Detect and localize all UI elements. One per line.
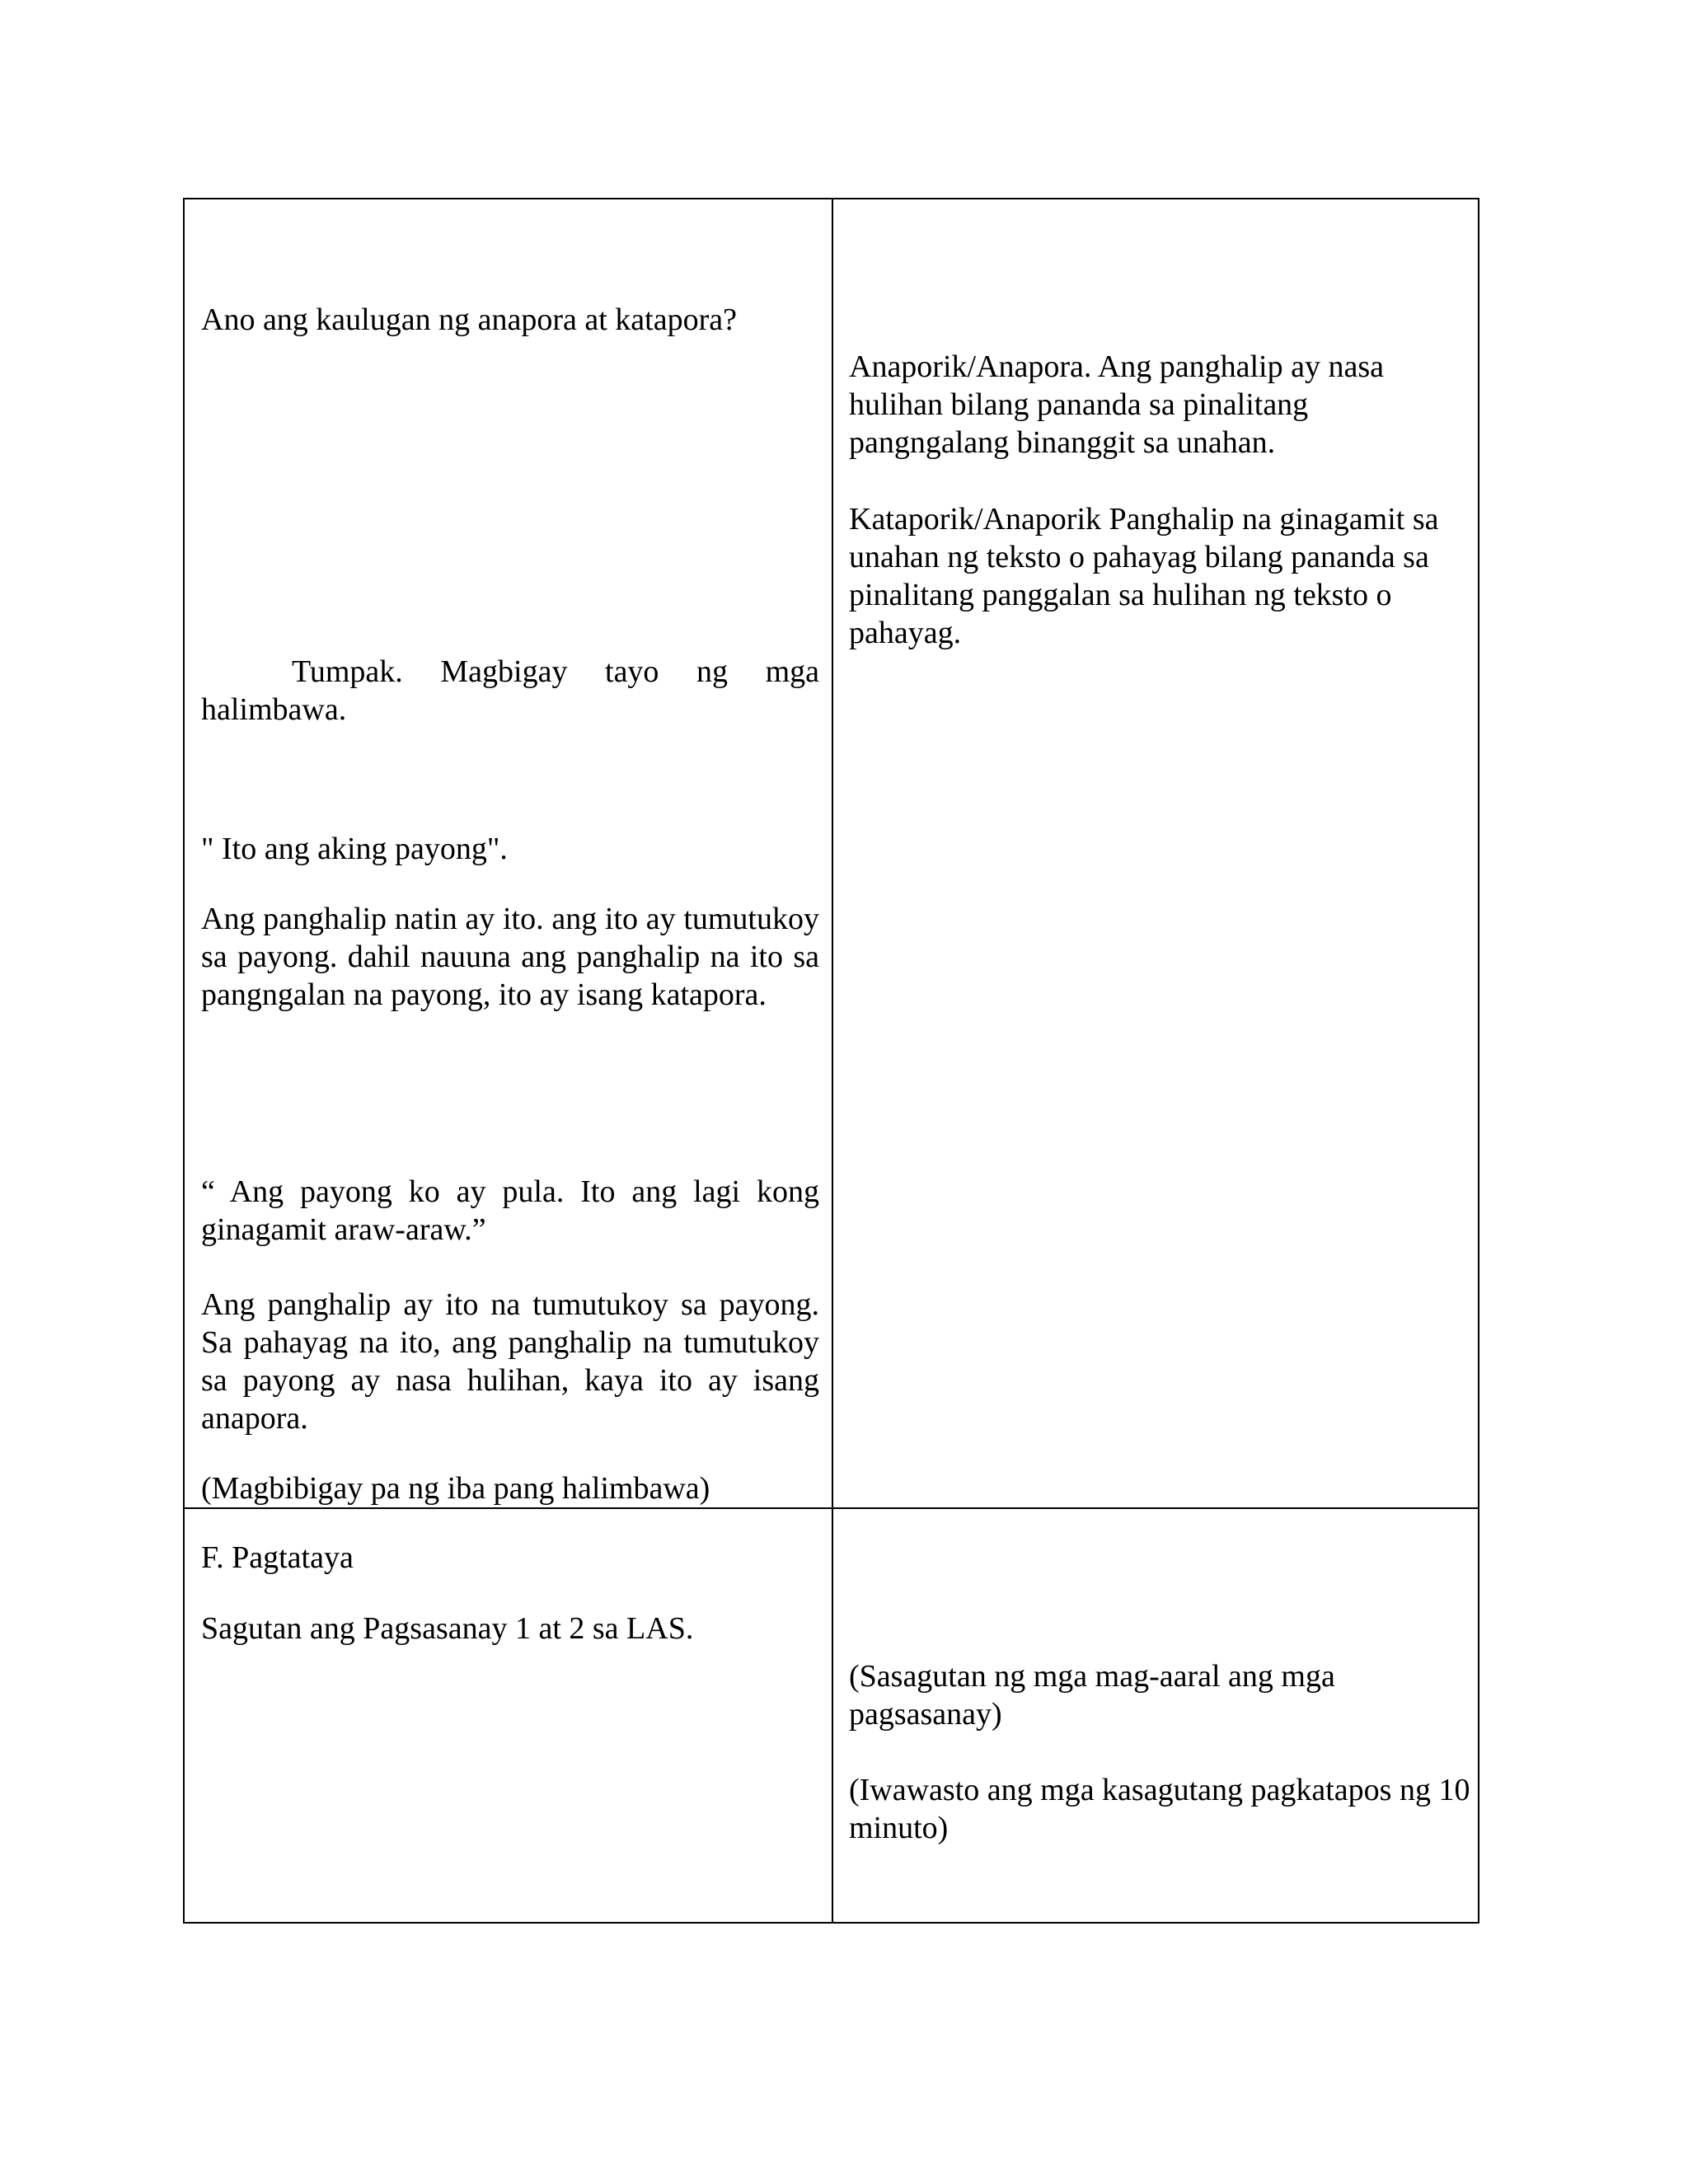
example2-quote: “ Ang payong ko ay pula. Ito ang lagi kong ginagamit araw-araw.” — [201, 1174, 819, 1247]
example1-explanation: Ang panghalip natin ay ito. ang ito ay tumutukoy sa payong. dahil nauuna ang panghalip na ito sa pangngalan na payong, ito ay isang katapora. — [201, 902, 819, 1012]
anapora-definition: Anaporik/Anapora. Ang panghalip ay nasa hulihan bilang pananda sa pinalitang pangngalang binanggit sa unahan. — [849, 349, 1384, 460]
katapora-definition: Kataporik/Anaporik Panghalip na ginagamit sa unahan ng teksto o pahayag bilang pananda sa pinalitang panggalan sa hulihan ng teksto o pahayag. — [849, 502, 1439, 650]
lesson-table — [183, 198, 1479, 1924]
more-examples-note: (Magbibigay pa ng iba pang halimbawa) — [201, 1471, 710, 1506]
row-divider — [185, 1507, 1478, 1509]
checking-note: (Iwawasto ang mga kasagutang pagkatapos ng 10 minuto) — [849, 1773, 1470, 1845]
question-text: Ano ang kaulugan ng anapora at katapora? — [201, 302, 737, 337]
section-title: F. Pagtataya — [201, 1540, 354, 1575]
example1-quote: " Ito ang aking payong". — [201, 832, 508, 866]
example2-explanation: Ang panghalip ay ito na tumutukoy sa payong. Sa pahayag na ito, ang panghalip na tumutukoy sa payong ay nasa hulihan, kaya ito ay isang anapora. — [201, 1287, 819, 1436]
student-task-note: (Sasagutan ng mga mag-aaral ang mga pagsasanay) — [849, 1659, 1335, 1732]
column-divider — [832, 199, 833, 1922]
instruction-text: Sagutan ang Pagsasanay 1 at 2 sa LAS. — [201, 1611, 694, 1646]
tumpak-text: Tumpak. Magbigay tayo ng mga halimbawa. — [201, 654, 819, 727]
